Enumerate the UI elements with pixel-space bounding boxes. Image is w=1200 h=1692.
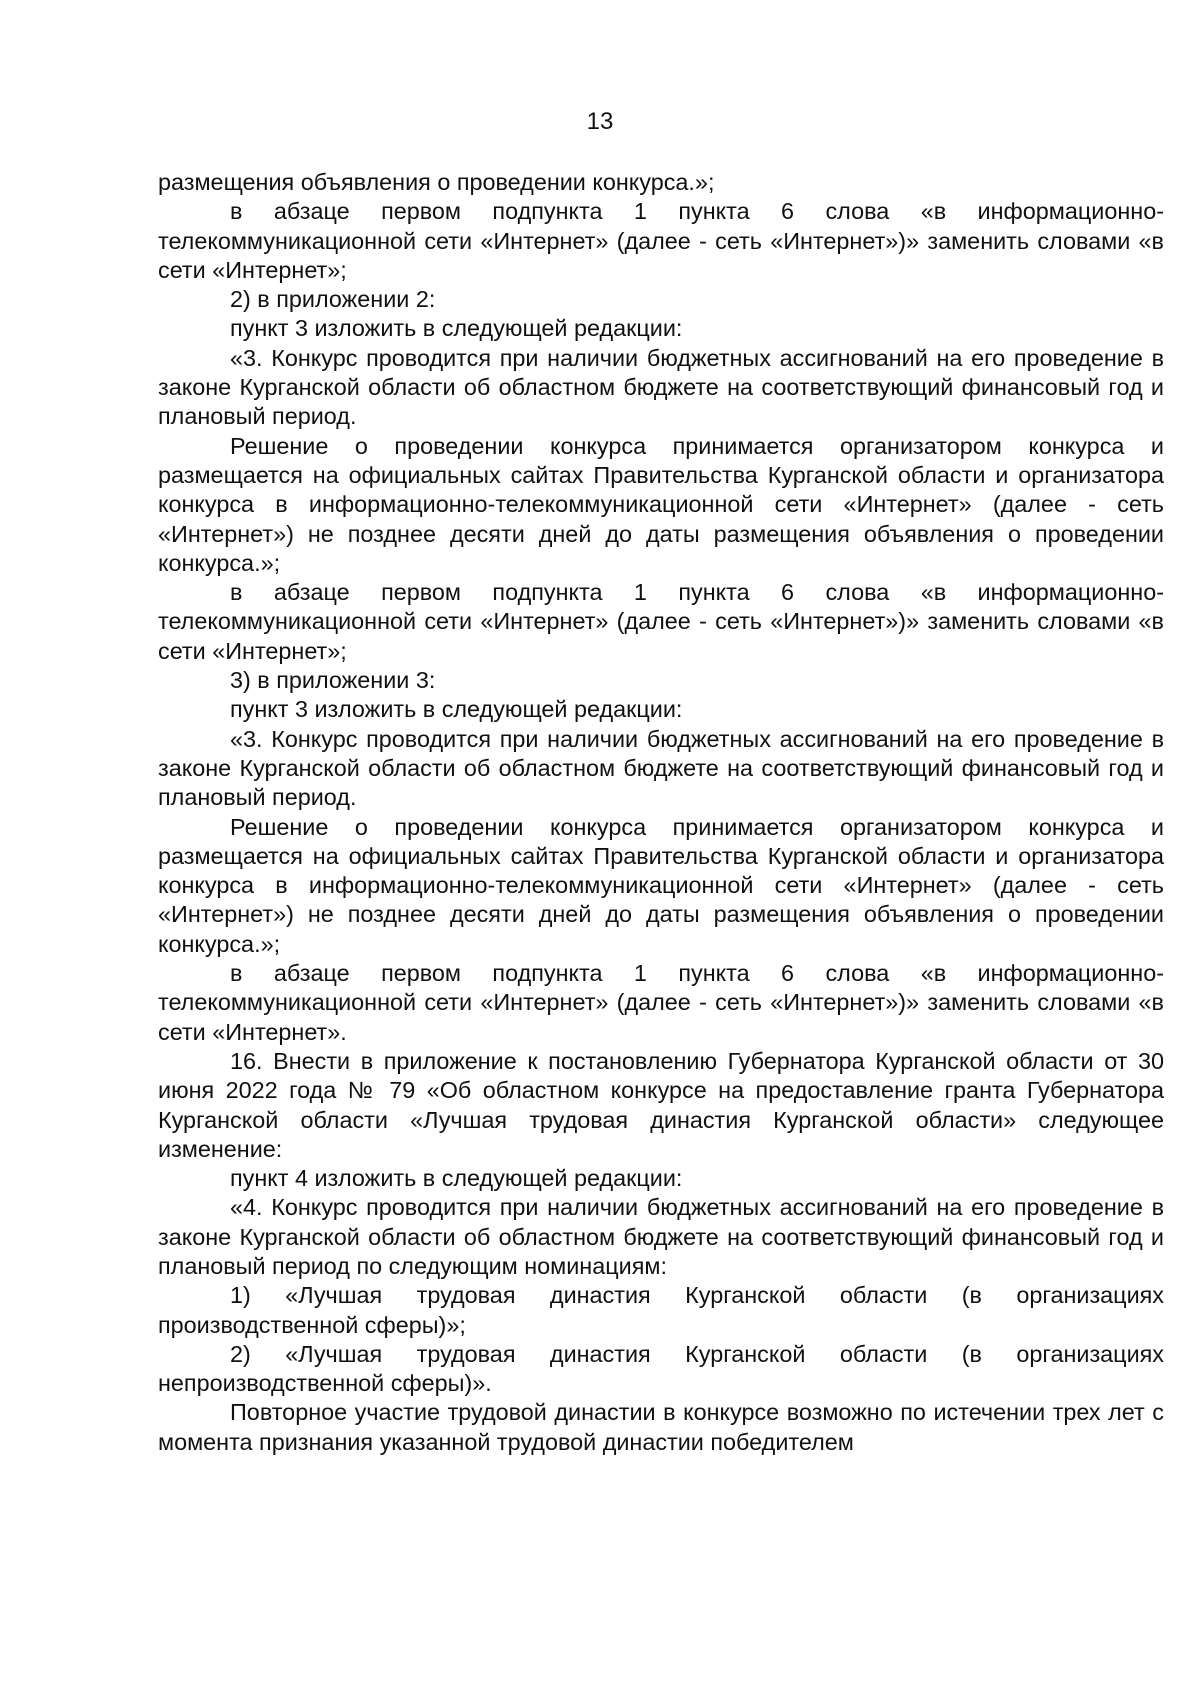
paragraph: Повторное участие трудовой династии в конкурсе возможно по истечении трех лет с момента признания указанной трудовой династии победителем [158, 1399, 1164, 1455]
paragraph: пункт 3 изложить в следующей редакции: [230, 696, 683, 723]
paragraph: в абзаце первом подпункта 1 пункта 6 слова «в информационно-телекоммуникационной сети «Интернет» (далее - сеть «Интернет»)» заменить словами «в сети «Интернет»; [158, 579, 1164, 664]
paragraph: пункт 4 изложить в следующей редакции: [230, 1165, 683, 1192]
paragraph: в абзаце первом подпункта 1 пункта 6 слова «в информационно-телекоммуникационной сети «Интернет» (далее - сеть «Интернет»)» заменить словами «в сети «Интернет»; [158, 198, 1164, 283]
paragraph: в абзаце первом подпункта 1 пункта 6 слова «в информационно-телекоммуникационной сети «Интернет» (далее - сеть «Интернет»)» заменить словами «в сети «Интернет». [158, 960, 1164, 1045]
paragraph: размещения объявления о проведении конкурса.»; [158, 169, 715, 195]
document-body [158, 168, 1164, 1457]
paragraph: Решение о проведении конкурса принимается организатором конкурса и размещается на официальных сайтах Правительства Курганской области и организатора конкурса в информационно-телекоммуникационной сети «Интернет» (далее - сеть «Интернет») не позднее десяти дней до даты размещения объявления о проведении конкурса.»; [158, 432, 1164, 576]
paragraph: «3. Конкурс проводится при наличии бюджетных ассигнований на его проведение в законе Курганской области об областном бюджете на соответствующий финансовый год и плановый период. [158, 344, 1164, 430]
paragraph: 2) в приложении 2: [230, 286, 436, 313]
paragraph: «4. Конкурс проводится при наличии бюджетных ассигнований на его проведение в законе Курганской области об областном бюджете на соответствующий финансовый год и плановый период по следующим номинациям: [158, 1194, 1164, 1279]
paragraph: 3) в приложении 3: [230, 667, 436, 694]
paragraph: «3. Конкурс проводится при наличии бюджетных ассигнований на его проведение в законе Курганской области об областном бюджете на соответствующий финансовый год и плановый период. [158, 725, 1164, 811]
paragraph: 16. Внести в приложение к постановлению Губернатора Курганской области от 30 июня 2022 года № 79 «Об областном конкурсе на предоставление гранта Губернатора Курганской области «Лучшая трудовая династия Курганской области» следующее изменение: [158, 1047, 1164, 1162]
paragraph: 2) «Лучшая трудовая династия Курганской области (в организациях непроизводственной сферы)». [158, 1340, 1164, 1397]
page-number: 13 [586, 108, 614, 135]
paragraph: 1) «Лучшая трудовая династия Курганской области (в организациях производственной сферы)»; [158, 1282, 1164, 1338]
paragraph: пункт 3 изложить в следующей редакции: [230, 315, 683, 342]
paragraph: Решение о проведении конкурса принимается организатором конкурса и размещается на официальных сайтах Правительства Курганской области и организатора конкурса в информационно-телекоммуникационной сети «Интернет» (далее - сеть «Интернет») не позднее десяти дней до даты размещения объявления о проведении конкурса.»; [158, 813, 1164, 957]
